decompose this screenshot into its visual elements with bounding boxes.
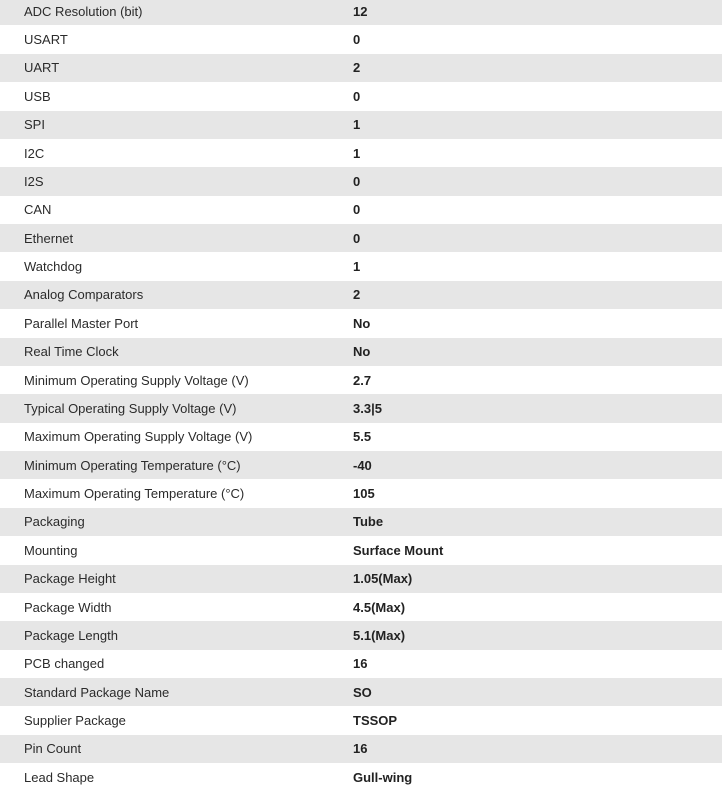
spec-row (0, 309, 722, 337)
spec-label: Minimum Operating Supply Voltage (V) (24, 372, 249, 388)
spec-label: Ethernet (24, 230, 74, 246)
spec-label: PCB changed (24, 656, 105, 672)
spec-label: Packaging (24, 514, 85, 530)
spec-row (0, 252, 722, 280)
spec-value: 1 (353, 145, 361, 161)
spec-value: 0 (353, 32, 361, 48)
spec-value: 105 (353, 486, 375, 502)
spec-row (0, 394, 722, 422)
spec-label: Mounting (24, 542, 78, 558)
spec-row (0, 479, 722, 507)
spec-value: 5.5 (353, 429, 372, 445)
spec-label: Standard Package Name (24, 684, 170, 700)
spec-label: CAN (24, 202, 52, 218)
spec-row (0, 650, 722, 678)
spec-value: 16 (353, 741, 368, 757)
spec-label: Package Length (24, 627, 118, 643)
spec-row (0, 167, 722, 195)
spec-label: UART (24, 60, 60, 76)
spec-value: No (353, 344, 371, 360)
spec-value: 0 (353, 88, 361, 104)
spec-value: -40 (353, 457, 372, 473)
spec-label: Typical Operating Supply Voltage (V) (24, 400, 237, 416)
spec-row (0, 82, 722, 110)
spec-value: Surface Mount (353, 542, 444, 558)
spec-row (0, 281, 722, 309)
spec-value: 0 (353, 202, 361, 218)
spec-row (0, 423, 722, 451)
spec-label: Watchdog (24, 259, 83, 275)
spec-value: 16 (353, 656, 368, 672)
spec-value: 1 (353, 117, 361, 133)
spec-value: 2 (353, 60, 361, 76)
spec-label: Analog Comparators (24, 287, 144, 303)
spec-value: 5.1(Max) (353, 627, 406, 643)
spec-row (0, 508, 722, 536)
spec-value: 4.5(Max) (353, 599, 406, 615)
spec-row (0, 621, 722, 649)
spec-value: SO (353, 684, 372, 700)
spec-value: Gull-wing (353, 769, 413, 785)
spec-value: No (353, 315, 371, 331)
spec-value: 1.05(Max) (353, 571, 413, 587)
spec-value: 12 (353, 3, 368, 19)
spec-label: Parallel Master Port (24, 315, 139, 331)
spec-row (0, 735, 722, 763)
spec-row (0, 139, 722, 167)
spec-row (0, 451, 722, 479)
spec-value: 1 (353, 259, 361, 275)
spec-label: Maximum Operating Supply Voltage (V) (24, 429, 253, 445)
spec-label: USB (24, 88, 51, 104)
spec-row (0, 763, 722, 791)
spec-row (0, 366, 722, 394)
spec-label: ADC Resolution (bit) (24, 3, 143, 19)
spec-value: TSSOP (353, 713, 398, 729)
spec-row (0, 224, 722, 252)
spec-label: USART (24, 32, 68, 48)
spec-label: Package Width (24, 599, 112, 615)
spec-row (0, 678, 722, 706)
spec-row (0, 25, 722, 53)
spec-value: 0 (353, 230, 361, 246)
spec-label: SPI (24, 117, 45, 133)
spec-label: Supplier Package (24, 713, 126, 729)
spec-value: 2.7 (353, 372, 372, 388)
spec-row (0, 565, 722, 593)
spec-row (0, 536, 722, 564)
spec-row (0, 706, 722, 734)
spec-value: 2 (353, 287, 361, 303)
spec-value: Tube (353, 514, 384, 530)
spec-row (0, 54, 722, 82)
spec-row (0, 338, 722, 366)
spec-row (0, 0, 722, 25)
spec-value: 0 (353, 173, 361, 189)
spec-row (0, 196, 722, 224)
spec-row (0, 593, 722, 621)
spec-label: Maximum Operating Temperature (°C) (24, 486, 245, 502)
spec-label: Lead Shape (24, 769, 95, 785)
spec-label: I2C (24, 145, 45, 161)
spec-label: Real Time Clock (24, 344, 119, 360)
spec-label: Minimum Operating Temperature (°C) (24, 457, 241, 473)
spec-value: 3.3|5 (353, 400, 382, 416)
spec-label: Package Height (24, 571, 116, 587)
spec-label: I2S (24, 173, 44, 189)
spec-row (0, 111, 722, 139)
spec-label: Pin Count (24, 741, 82, 757)
